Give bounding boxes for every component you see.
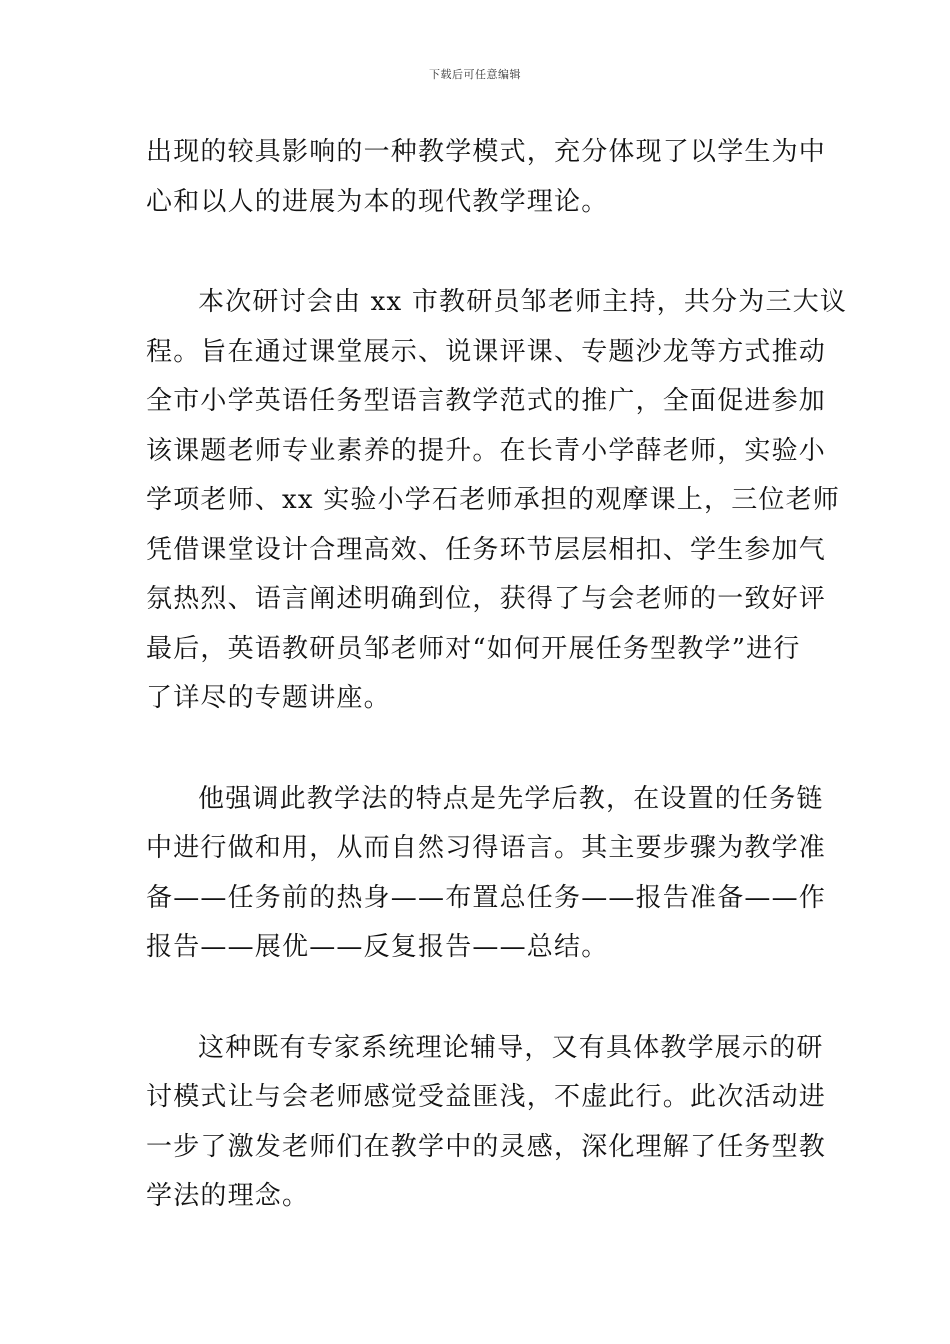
paragraph-conclusion: [146, 1024, 827, 1222]
text-line: 出现的较具影响的一种教学模式，充分体现了以学生为中: [146, 137, 827, 167]
text-line: 氛热烈、语言阐述明确到位，获得了与会老师的一致好评: [146, 584, 827, 614]
paragraph-gap: [146, 724, 808, 775]
paragraph-method-steps: [146, 775, 827, 973]
text-line: 讨模式让与会老师感觉受益匪浅，不虚此行。此次活动进: [146, 1082, 827, 1112]
text-line: 学法的理念。: [146, 1181, 310, 1211]
page-header: 下载后可任意编辑: [429, 68, 521, 81]
text-line: 程。旨在通过课堂展示、说课评课、专题沙龙等方式推动: [146, 336, 827, 367]
paragraph-seminar-overview: [146, 278, 848, 724]
paragraph-gap: [146, 227, 808, 278]
text-line: 一步了激发老师们在教学中的灵感，深化理解了任务型教: [146, 1131, 827, 1162]
text-line: 心和以人的进展为本的现代教学理论。: [146, 186, 609, 217]
text-line: 报告——展优——反复报告——总结。: [146, 932, 609, 962]
text-line: 中进行做和用，从而自然习得语言。其主要步骤为教学准: [146, 833, 827, 863]
text-line: 学项老师、xx 实验小学石老师承担的观摩课上，三位老师: [146, 485, 840, 515]
text-line: 本次研讨会由 xx 市教研员邹老师主持，共分为三大议: [198, 287, 848, 317]
paragraph-continuation: [146, 128, 827, 227]
text-line: 最后，英语教研员邹老师对“如何开展任务型教学”进行: [146, 633, 801, 664]
text-line: 凭借课堂设计合理高效、任务环节层层相扣、学生参加气: [146, 534, 827, 565]
text-line: 了详尽的专题讲座。: [146, 683, 391, 713]
document-body: [146, 128, 848, 1222]
text-line: 该课题老师专业素养的提升。在长青小学薛老师，实验小: [146, 435, 827, 466]
text-line: 这种既有专家系统理论辅导，又有具体教学展示的研: [198, 1032, 824, 1063]
text-line: 他强调此教学法的特点是先学后教，在设置的任务链: [198, 783, 824, 814]
paragraph-gap: [146, 973, 808, 1024]
text-line: 备——任务前的热身——布置总任务——报告准备——作: [146, 882, 827, 913]
text-line: 全市小学英语任务型语言教学范式的推广，全面促进参加: [146, 386, 827, 416]
